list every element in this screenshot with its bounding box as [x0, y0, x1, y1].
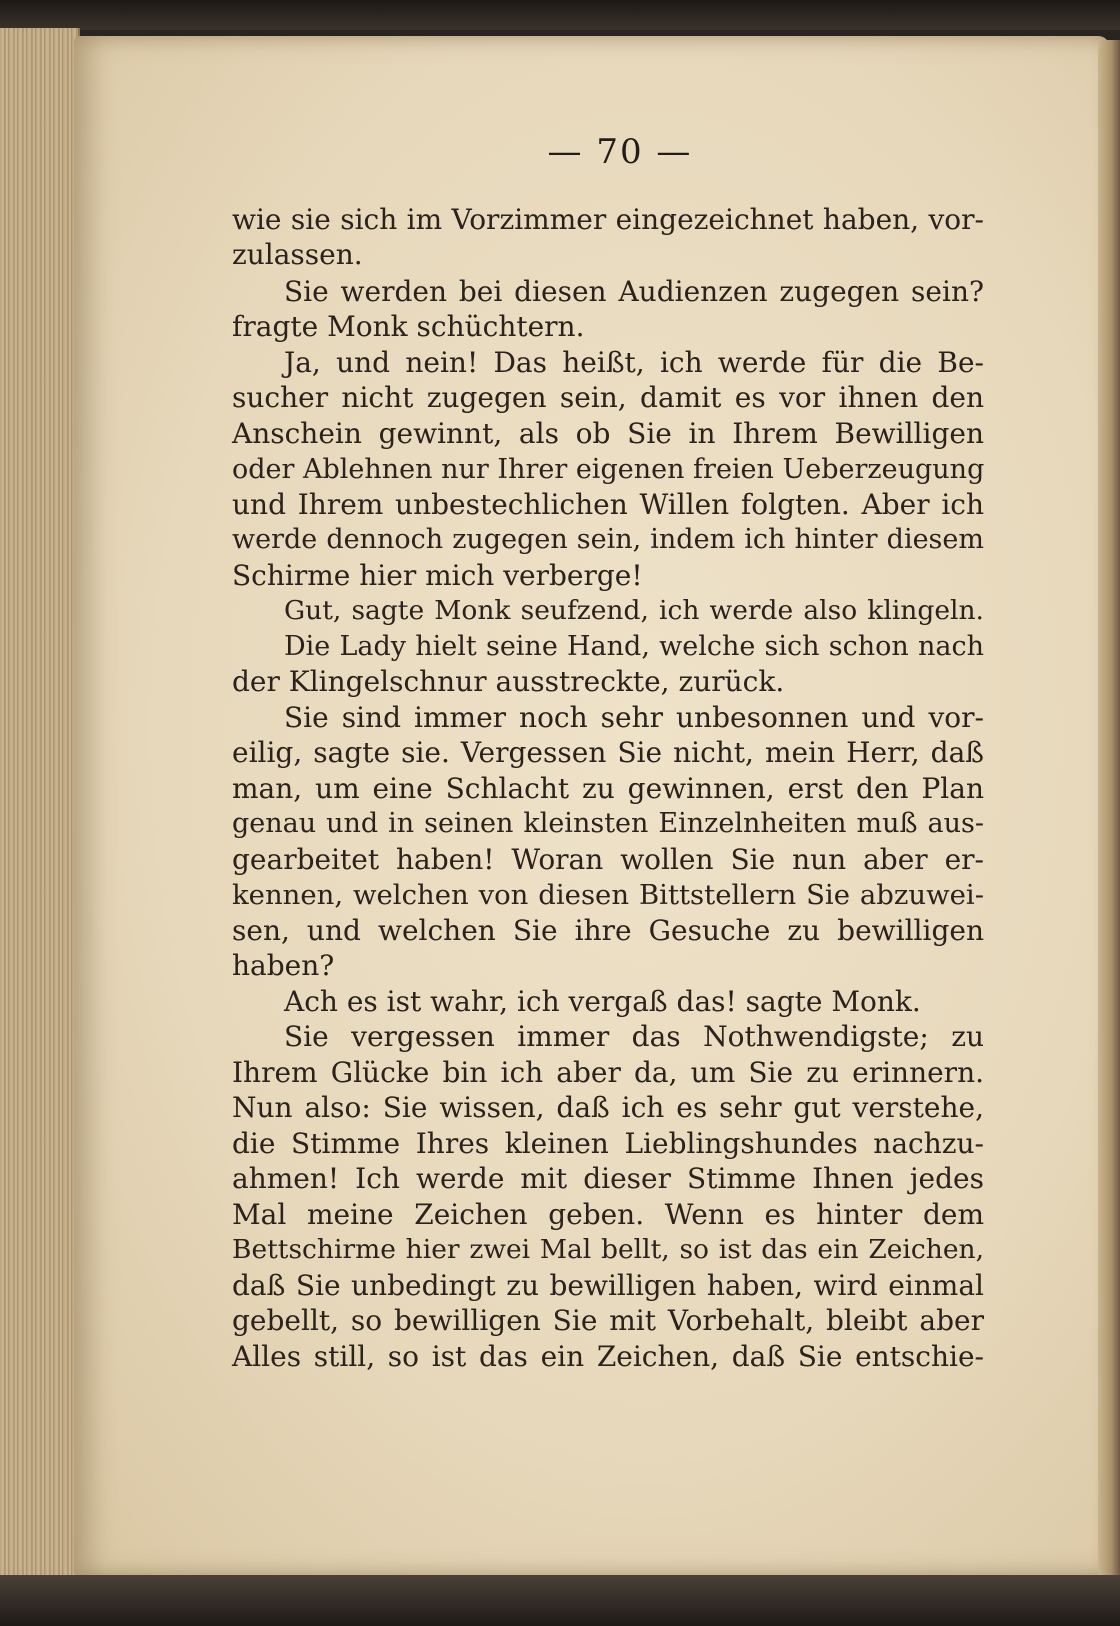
text-line: fragte Monk schüchtern.: [232, 310, 585, 343]
text-line: Ach es ist wahr, ich vergaß das! sagte Monk.: [284, 985, 921, 1018]
text-line: haben?: [232, 949, 335, 982]
text-line: Anschein gewinnt, als ob Sie in Ihrem Bewilligen: [232, 417, 984, 450]
text-line: Sie sind immer noch sehr unbesonnen und vor-: [284, 701, 984, 734]
text-line: Die Lady hielt seine Hand, welche sich schon nach: [284, 631, 984, 662]
text-line: Nun also: Sie wissen, daß ich es sehr gut verstehe,: [232, 1091, 984, 1124]
text-line: Ihrem Glücke bin ich aber da, um Sie zu erinnern.: [232, 1056, 984, 1089]
text-line: Gut, sagte Monk seufzend, ich werde also klingeln.: [284, 595, 984, 626]
text-line: eilig, sagte sie. Vergessen Sie nicht, mein Herr, daß: [232, 736, 984, 769]
text-line: werde dennoch zugegen sein, indem ich hinter diesem: [232, 524, 984, 555]
text-line: Sie vergessen immer das Nothwendigste; zu: [284, 1020, 984, 1053]
text-line: gearbeitet haben! Woran wollen Sie nun aber er-: [232, 843, 984, 876]
text-line: Mal meine Zeichen geben. Wenn es hinter dem: [232, 1198, 984, 1231]
text-line: sen, und welchen Sie ihre Gesuche zu bewilligen: [232, 914, 984, 947]
text-line: der Klingelschnur ausstreckte, zurück.: [232, 665, 785, 698]
text-line: Schirme hier mich verberge!: [232, 559, 643, 592]
text-line: zulassen.: [232, 238, 363, 271]
page-number: — 70 —: [547, 132, 693, 172]
text-line: Ja, und nein! Das heißt, ich werde für die Be-: [284, 346, 984, 379]
text-line: oder Ablehnen nur Ihrer eigenen freien Ueberzeugung: [232, 454, 985, 485]
text-line: die Stimme Ihres kleinen Lieblingshundes nachzu-: [232, 1127, 984, 1160]
background-bottom: [0, 1575, 1120, 1626]
text-line: Bettschirme hier zwei Mal bellt, so ist das ein Zeichen,: [232, 1234, 984, 1265]
text-line: Alles still, so ist das ein Zeichen, daß Sie entschie-: [232, 1340, 984, 1373]
text-line: wie sie sich im Vorzimmer eingezeichnet haben, vor-: [232, 203, 984, 236]
text-line: gebellt, so bewilligen Sie mit Vorbehalt, bleibt aber: [232, 1304, 984, 1337]
page-stack-edges: [0, 28, 80, 1588]
text-line: Sie werden bei diesen Audienzen zugegen sein?: [284, 275, 984, 308]
text-line: kennen, welchen von diesen Bittstellern Sie abzuwei-: [232, 879, 984, 911]
text-line: man, um eine Schlacht zu gewinnen, erst den Plan: [232, 772, 984, 805]
page-right-edge: [1098, 40, 1120, 1580]
text-line: genau und in seinen kleinsten Einzelnheiten muß aus-: [232, 808, 984, 839]
text-line: ahmen! Ich werde mit dieser Stimme Ihnen jedes: [232, 1162, 984, 1195]
text-line: und Ihrem unbestechlichen Willen folgten. Aber ich: [232, 488, 984, 521]
text-line: daß Sie unbedingt zu bewilligen haben, wird einmal: [232, 1269, 984, 1302]
background-top: [0, 0, 1120, 30]
text-line: sucher nicht zugegen sein, damit es vor ihnen den: [232, 381, 984, 414]
